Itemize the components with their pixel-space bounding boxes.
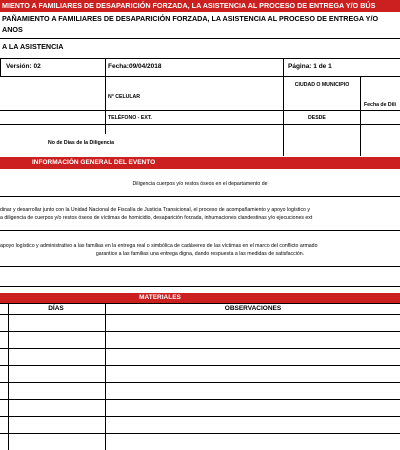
table-row xyxy=(0,382,400,383)
desde-label: DESDE xyxy=(308,115,326,121)
celular-label: N° CELULAR xyxy=(108,94,141,100)
objective-paragraph-line1: dinar y desarrollar junto con la Unidad Nacional de Fiscalía de Justicia Transicional, el proceso de acompañamiento y apoyo logístico y xyxy=(0,207,310,213)
info-general-header: INFORMACIÓN GENERAL DEL EVENTO xyxy=(0,157,400,169)
dias-diligencia-label: No de Días de la Diligencia xyxy=(48,140,115,146)
document-page-number: Página: 1 de 1 xyxy=(288,63,332,70)
materiales-header: MATERIALES xyxy=(0,293,400,303)
document-subtitle: A LA ASISTENCIA xyxy=(2,42,64,51)
support-paragraph-line1: apoyo logístico y administrativo a las familias en la entrega real o simbólica de cadáveres de las víctimas en el marco del conflicto armado xyxy=(0,243,318,249)
telefono-label: TELÉFONO - EXT. xyxy=(108,115,152,121)
table-row xyxy=(0,348,400,349)
diligencia-text: Diligencia cuerpos y/o restos óseos en el departamento de xyxy=(132,181,268,187)
document-title-line1: PAÑAMIENTO A FAMILIARES DE DESAPARICIÓN FORZADA, LA ASISTENCIA AL PROCESO DE ENTREGA Y/O xyxy=(2,14,379,23)
document-date: Fecha:09/04/2018 xyxy=(108,63,162,70)
fecha-diligencia-label: Fecha de Dili xyxy=(364,102,396,108)
document-version: Versión: 02 xyxy=(6,63,41,70)
column-dias: DÍAS xyxy=(48,305,64,312)
top-banner: MIENTO A FAMILIARES DE DESAPARICIÓN FORZADA, LA ASISTENCIA AL PROCESO DE ENTREGA Y/O BÚS xyxy=(0,0,400,12)
objective-paragraph-line2: a diligencia de cuerpos y/o restos óseos de víctimas de homicidio, desaparición forzada, inhumaciones clandestinas y/o ejecuciones ext xyxy=(0,215,313,221)
table-row xyxy=(0,399,400,400)
column-observaciones: OBSERVACIONES xyxy=(224,305,282,312)
ciudad-label: CIUDAD O MUNICIPIO xyxy=(294,82,350,88)
document-title-line2: ANOS xyxy=(2,25,23,34)
celular-field[interactable] xyxy=(190,82,280,108)
table-row xyxy=(0,416,400,417)
table-row xyxy=(0,365,400,366)
support-paragraph-line2: garantice a las familias una entrega digna, dando respuesta a las medidas de satisfacción. xyxy=(95,251,305,257)
table-row xyxy=(0,331,400,332)
table-row xyxy=(0,433,400,434)
